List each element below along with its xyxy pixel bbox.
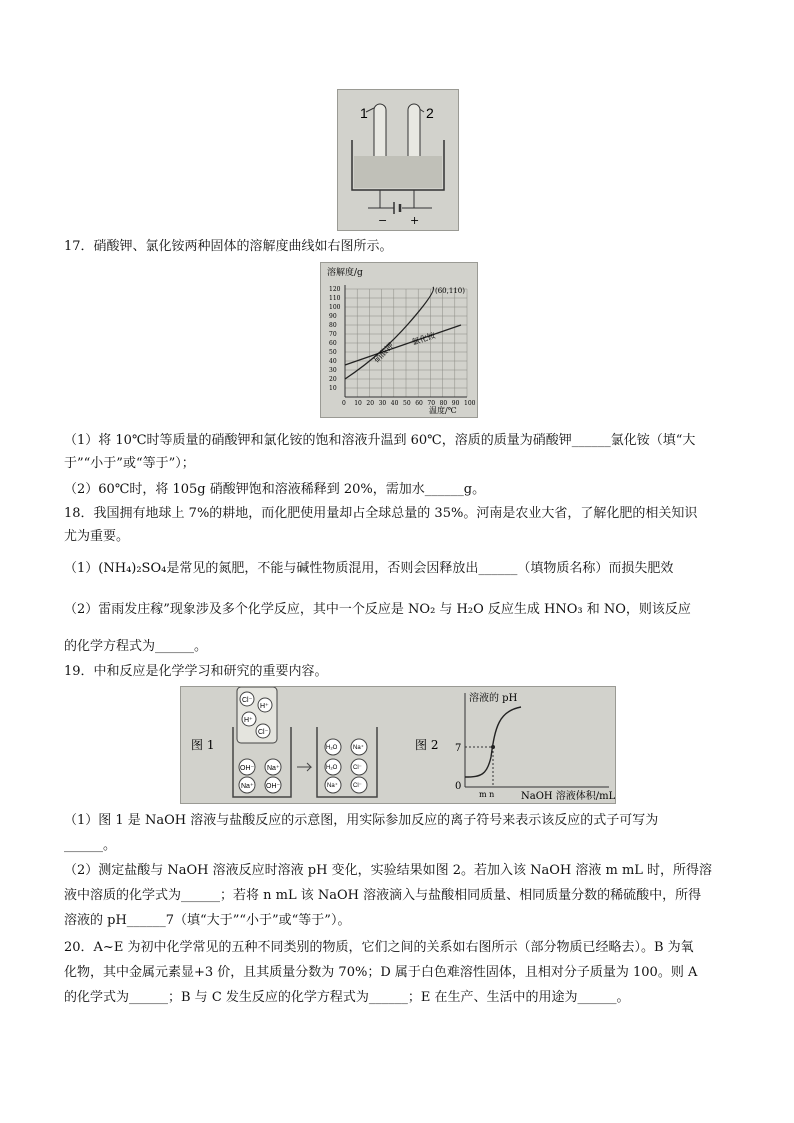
neutralization-figure xyxy=(180,686,616,804)
minus-label: − xyxy=(378,214,388,227)
y-tick-label: 60 xyxy=(329,340,337,347)
ion-cl-3: Cl⁻ xyxy=(353,765,362,771)
x-tick-label: 100 xyxy=(464,400,476,407)
x-tick-label: 30 xyxy=(378,400,387,407)
q18-stem-a: 18．我国拥有地球上 7%的耕地，而化肥使用量却占全球总量的 35%。河南是农业大省，了解化肥的相关知识 xyxy=(64,506,698,521)
ion-na-4: Na⁺ xyxy=(327,783,338,789)
y-tick-label: 100 xyxy=(329,304,341,311)
y-axis-label: 溶解度/g xyxy=(327,268,363,278)
point-label: (60,110) xyxy=(435,287,465,295)
x-tick-label: 10 xyxy=(354,400,362,407)
ion-na-1: Na⁺ xyxy=(267,765,280,772)
fig2-label: 图 2 xyxy=(415,738,439,752)
q18-part2-a: （2）雷雨发庄稼”现象涉及多个化学反应，其中一个反应是 NO₂ 与 H₂O 反应生成 HNO₃ 和 NO，则该反应 xyxy=(64,602,691,617)
neutralization-diagram xyxy=(181,687,615,803)
ion-cl-2: Cl⁻ xyxy=(258,729,269,736)
y-tick-label: 120 xyxy=(329,286,341,293)
q20-line3: 的化学式为______；B 与 C 发生反应的化学方程式为______；E 在生产、生活中的用途为______。 xyxy=(64,990,630,1005)
y-tick-label: 10 xyxy=(329,385,337,392)
origin-zero: 0 xyxy=(455,781,462,792)
ph-x-label: NaOH 溶液体积/mL xyxy=(521,791,615,802)
ion-h-2: H⁺ xyxy=(244,717,253,724)
fig1-label: 图 1 xyxy=(191,738,215,752)
y-tick-label: 40 xyxy=(329,358,337,365)
part1-text: 是常见的氮肥，不能与碱性物质混用，否则会因释放出______（填物质名称）而损失肥效 xyxy=(166,561,674,576)
q18-part2-b: 的化学方程式为______。 xyxy=(64,639,208,654)
q17-part1-b: 于”“小于”或“等于”）； xyxy=(64,456,195,471)
arrow xyxy=(297,763,311,771)
electrolysis-figure xyxy=(337,89,459,231)
q20-line1: 20．A~E 为初中化学常见的五种不同类别的物质，它们之间的关系如右图所示（部分物质已经略去）。B 为氧 xyxy=(64,940,694,955)
ion-h-1: H⁺ xyxy=(260,703,269,710)
y-tick-label: 20 xyxy=(329,376,337,383)
q20-line2: 化物，其中金属元素显+3 价，且其质量分数为 70%；D 属于白色难溶性固体，且相对分子质量为 100。则 A xyxy=(64,965,698,980)
solubility-chart xyxy=(321,263,477,417)
y-tick-label: 80 xyxy=(329,322,337,329)
electrolysis-diagram xyxy=(338,90,458,230)
solubility-figure xyxy=(320,262,478,418)
ion-oh-2: OH⁻ xyxy=(266,783,281,790)
x-tick-label: 20 xyxy=(366,400,375,407)
nh4-2so4-formula: (NH₄)₂SO₄ xyxy=(98,561,167,576)
tube-label-2: 2 xyxy=(426,105,434,121)
q17-stem: 17．硝酸钾、氯化铵两种固体的溶解度曲线如右图所示。 xyxy=(64,239,393,254)
ion-cl-4: Cl⁻ xyxy=(353,783,362,789)
nh4cl-curve xyxy=(345,325,461,365)
x-tick-label: 80 xyxy=(439,400,448,407)
water xyxy=(354,156,442,188)
q19-part1-b: ______。 xyxy=(64,838,117,853)
ph-axis-label: 溶液的 pH xyxy=(469,693,518,704)
ph-seven-tick: 7 xyxy=(455,743,462,754)
nh4cl-label: 氯化铵 xyxy=(410,330,437,347)
ph-curve xyxy=(465,707,521,777)
ion-na-3: Na⁺ xyxy=(353,745,364,751)
tube-label-1: 1 xyxy=(360,105,368,121)
x-tick-label: 90 xyxy=(451,400,460,407)
ion-na-2: Na⁺ xyxy=(241,783,254,790)
kno3-curve xyxy=(345,287,434,379)
ion-cl-1: Cl⁻ xyxy=(242,697,253,704)
m-n-labels: m n xyxy=(479,790,495,799)
y-tick-label: 110 xyxy=(329,295,341,302)
plus-label: + xyxy=(410,214,420,227)
part1-prefix: （1） xyxy=(64,561,99,576)
q17-part1-a: （1）将 10℃时等质量的硝酸钾和氯化铵的饱和溶液升温到 60℃，溶质的质量为硝酸钾______氯化铵（填“大 xyxy=(64,433,696,448)
q17-part2: （2）60℃时，将 105g 硝酸钾饱和溶液稀释到 20%，需加水______g。 xyxy=(64,482,486,497)
q19-part1-a: （1）图 1 是 NaOH 溶液与盐酸反应的示意图，用实际参加反应的离子符号来表示该反应的式子可写为 xyxy=(64,813,659,828)
ion-h2o-1: H₂O xyxy=(326,745,338,751)
y-tick-label: 70 xyxy=(329,331,337,338)
q19-part2-a: （2）测定盐酸与 NaOH 溶液反应时溶液 pH 变化，实验结果如图 2。若加入该 NaOH 溶液 m mL 时，所得溶 xyxy=(64,863,713,878)
x-tick-label: 40 xyxy=(390,400,399,407)
y-tick-label: 90 xyxy=(329,313,337,320)
q18-stem-b: 尤为重要。 xyxy=(64,529,130,544)
y-tick-label: 50 xyxy=(329,349,337,356)
q18-part1 xyxy=(64,556,730,581)
q19-part2-c: 溶液的 pH______7（填“大于”“小于”或“等于”）。 xyxy=(64,913,351,928)
ion-h2o-2: H₂O xyxy=(326,765,338,771)
y-tick-label: 30 xyxy=(329,367,337,374)
x-tick-label: 0 xyxy=(342,400,346,407)
x-tick-label: 60 xyxy=(415,400,423,407)
x-axis-label: 温度/℃ xyxy=(429,406,457,415)
x-tick-label: 70 xyxy=(427,400,436,407)
kno3-label: 硝酸钾 xyxy=(372,341,396,365)
q19-part2-b: 液中溶质的化学式为______；若将 n mL 该 NaOH 溶液滴入与盐酸相同质量、相同质量分数的稀硫酸中，所得 xyxy=(64,888,702,903)
ion-oh-1: OH⁻ xyxy=(240,765,255,772)
q19-stem: 19．中和反应是化学学习和研究的重要内容。 xyxy=(64,664,328,679)
x-tick-label: 50 xyxy=(403,400,411,407)
